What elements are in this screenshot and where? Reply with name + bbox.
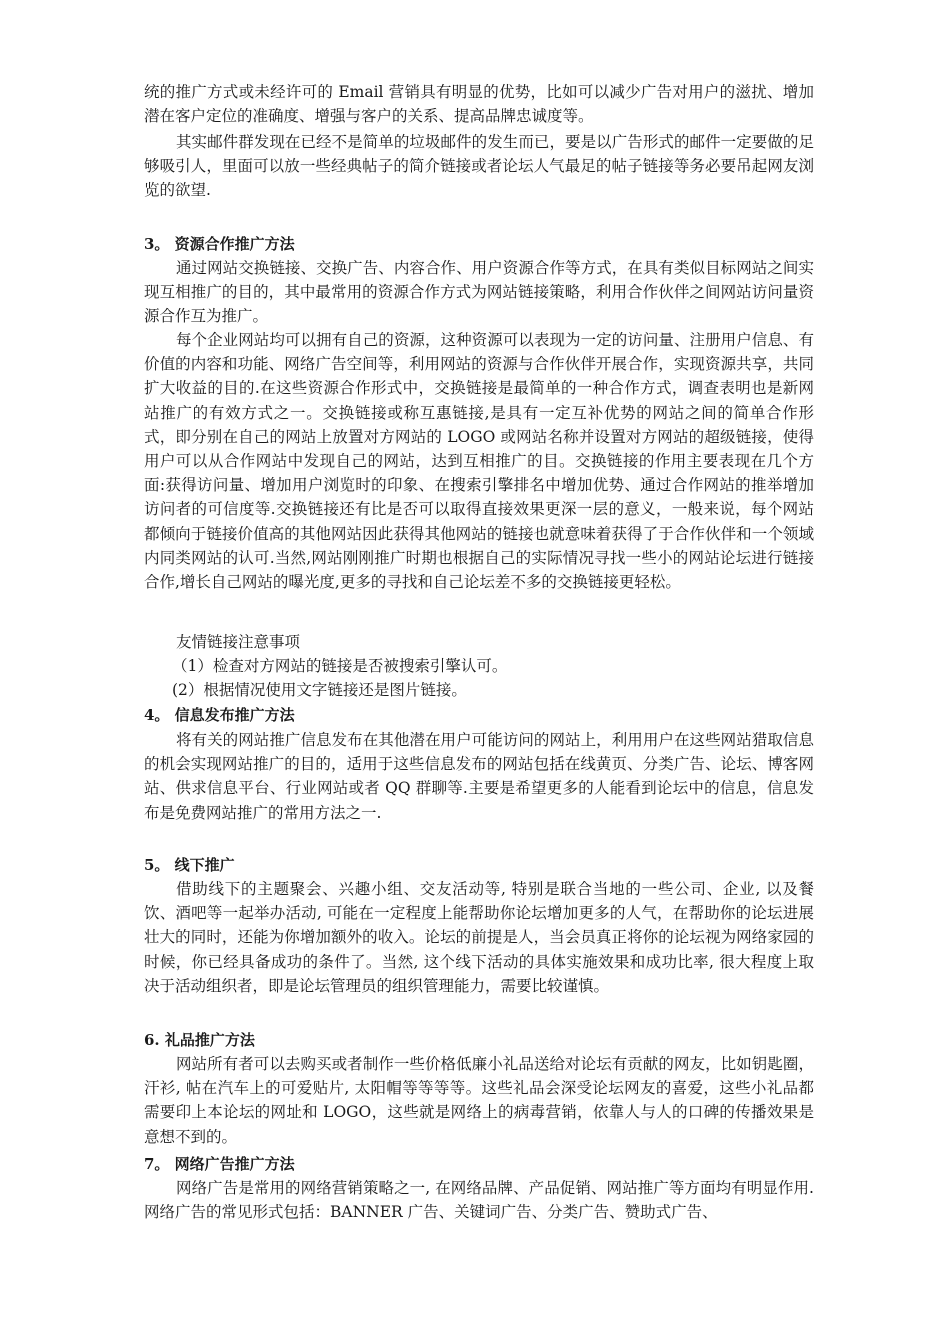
paragraph-link-exchange: 每个企业网站均可以拥有自己的资源，这种资源可以表现为一定的访问量、注册用户信息、有价值的内容和功能、网络广告空间等，利用网站的资源与合作伙伴开展合作，实现资源共享，共同扩大收益的目的.在这些资源合作形式中，交换链接是最简单的一种合作方式，调查表明也是新网站推广的有效方式之一。交换链接或称互惠链接,是具有一定互补优势的网站之间的简单合作形式，即分别在自己的网站上放置对方网站的 LOGO 或网站名称并设置对方网站的超级链接，使得用户可以从合作网站中发现自己的网站，达到互相推广的目。交换链接的作用主要表现在几个方面:获得访问量、增加用户浏览时的印象、在搜索引擎排名中增加优势、通过合作网站的推举增加访问者的可信度等.交换链接还有比是否可以取得直接效果更深一层的意义，一般来说，每个网站都倾向于链接价值高的其他网站因此获得其他网站的链接也就意味着获得了于合作伙伴和一个领域内同类网站的认可.当然,网站刚刚推广时期也根据自己的实际情况寻找一些小的网站论坛进行链接合作,增长自己网站的曝光度,更多的寻找和自己论坛差不多的交换链接更轻松。 <box>144 331 814 592</box>
heading-offline-promotion: 5。 线下推广 <box>144 856 235 874</box>
paragraph-gift-promotion: 网站所有者可以去购买或者制作一些价格低廉小礼品送给对论坛有贡献的网友，比如钥匙圈，汗衫, 帖在汽车上的可爱贴片, 太阳帽等等等等。这些礼品会深受论坛网友的喜爱，这些小礼品都需要印上本论坛的网址和 LOGO，这些就是网络上的病毒营销，依靠人与人的口碑的传播效果是意想不到的。 <box>144 1055 814 1146</box>
heading-gift-promotion: 6. 礼品推广方法 <box>144 1031 255 1049</box>
heading-info-publishing: 4。 信息发布推广方法 <box>144 706 295 724</box>
paragraph-friend-link-notes: 友情链接注意事项 <box>176 633 301 651</box>
paragraph-email-mass-mailing: 其实邮件群发现在已经不是简单的垃圾邮件的发生而已，要是以广告形式的邮件一定要做的足够吸引人，里面可以放一些经典帖子的简介链接或者论坛人气最足的帖子链接等务必要吊起网友浏览的欲望. <box>144 133 814 200</box>
heading-resource-cooperation: 3。 资源合作推广方法 <box>144 235 295 253</box>
heading-online-ads: 7。 网络广告推广方法 <box>144 1155 295 1173</box>
list-item-link-type: (2）根据情况使用文字链接还是图片链接。 <box>172 681 467 699</box>
list-item-check-links: （1）检查对方网站的链接是否被搜索引擎认可。 <box>172 657 508 675</box>
paragraph-resource-cooperation-intro: 通过网站交换链接、交换广告、内容合作、用户资源合作等方式，在具有类似目标网站之间实现互相推广的目的，其中最常用的资源合作方式为网站链接策略，利用合作伙伴之间网站访问量资源合作互为推广。 <box>144 259 814 326</box>
paragraph-offline-promotion: 借助线下的主题聚会、兴趣小组、交友活动等, 特别是联合当地的一些公司、企业, 以及餐饮、酒吧等一起举办活动, 可能在一定程度上能帮助你论坛增加更多的人气，在帮助你的论坛进展壮大的同时，还能为你增加额外的收入。论坛的前提是人，当会员真正将你的论坛视为网络家园的时候，你已经具备成功的条件了。当然, 这个线下活动的具体实施效果和成功比率, 很大程度上取决于活动组织者，即是论坛管理员的组织管理能力，需要比较谨慎。 <box>144 880 814 995</box>
paragraph-info-publishing: 将有关的网站推广信息发布在其他潜在用户可能访问的网站上，利用用户在这些网站猎取信息的机会实现网站推广的目的，适用于这些信息发布的网站包括在线黄页、分类广告、论坛、博客网站、供求信息平台、行业网站或者 QQ 群聊等.主要是希望更多的人能看到论坛中的信息，信息发布是免费网站推广的常用方法之一. <box>144 731 814 822</box>
paragraph-online-ads: 网络广告是常用的网络营销策略之一, 在网络品牌、产品促销、网站推广等方面均有明显作用. 网络广告的常见形式包括：BANNER 广告、关键词广告、分类广告、赞助式广告、 <box>144 1179 814 1222</box>
paragraph-email-advantages: 统的推广方式或未经许可的 Email 营销具有明显的优势，比如可以减少广告对用户的滋扰、增加潜在客户定位的准确度、增强与客户的关系、提高品牌忠诚度等。 <box>144 83 814 126</box>
